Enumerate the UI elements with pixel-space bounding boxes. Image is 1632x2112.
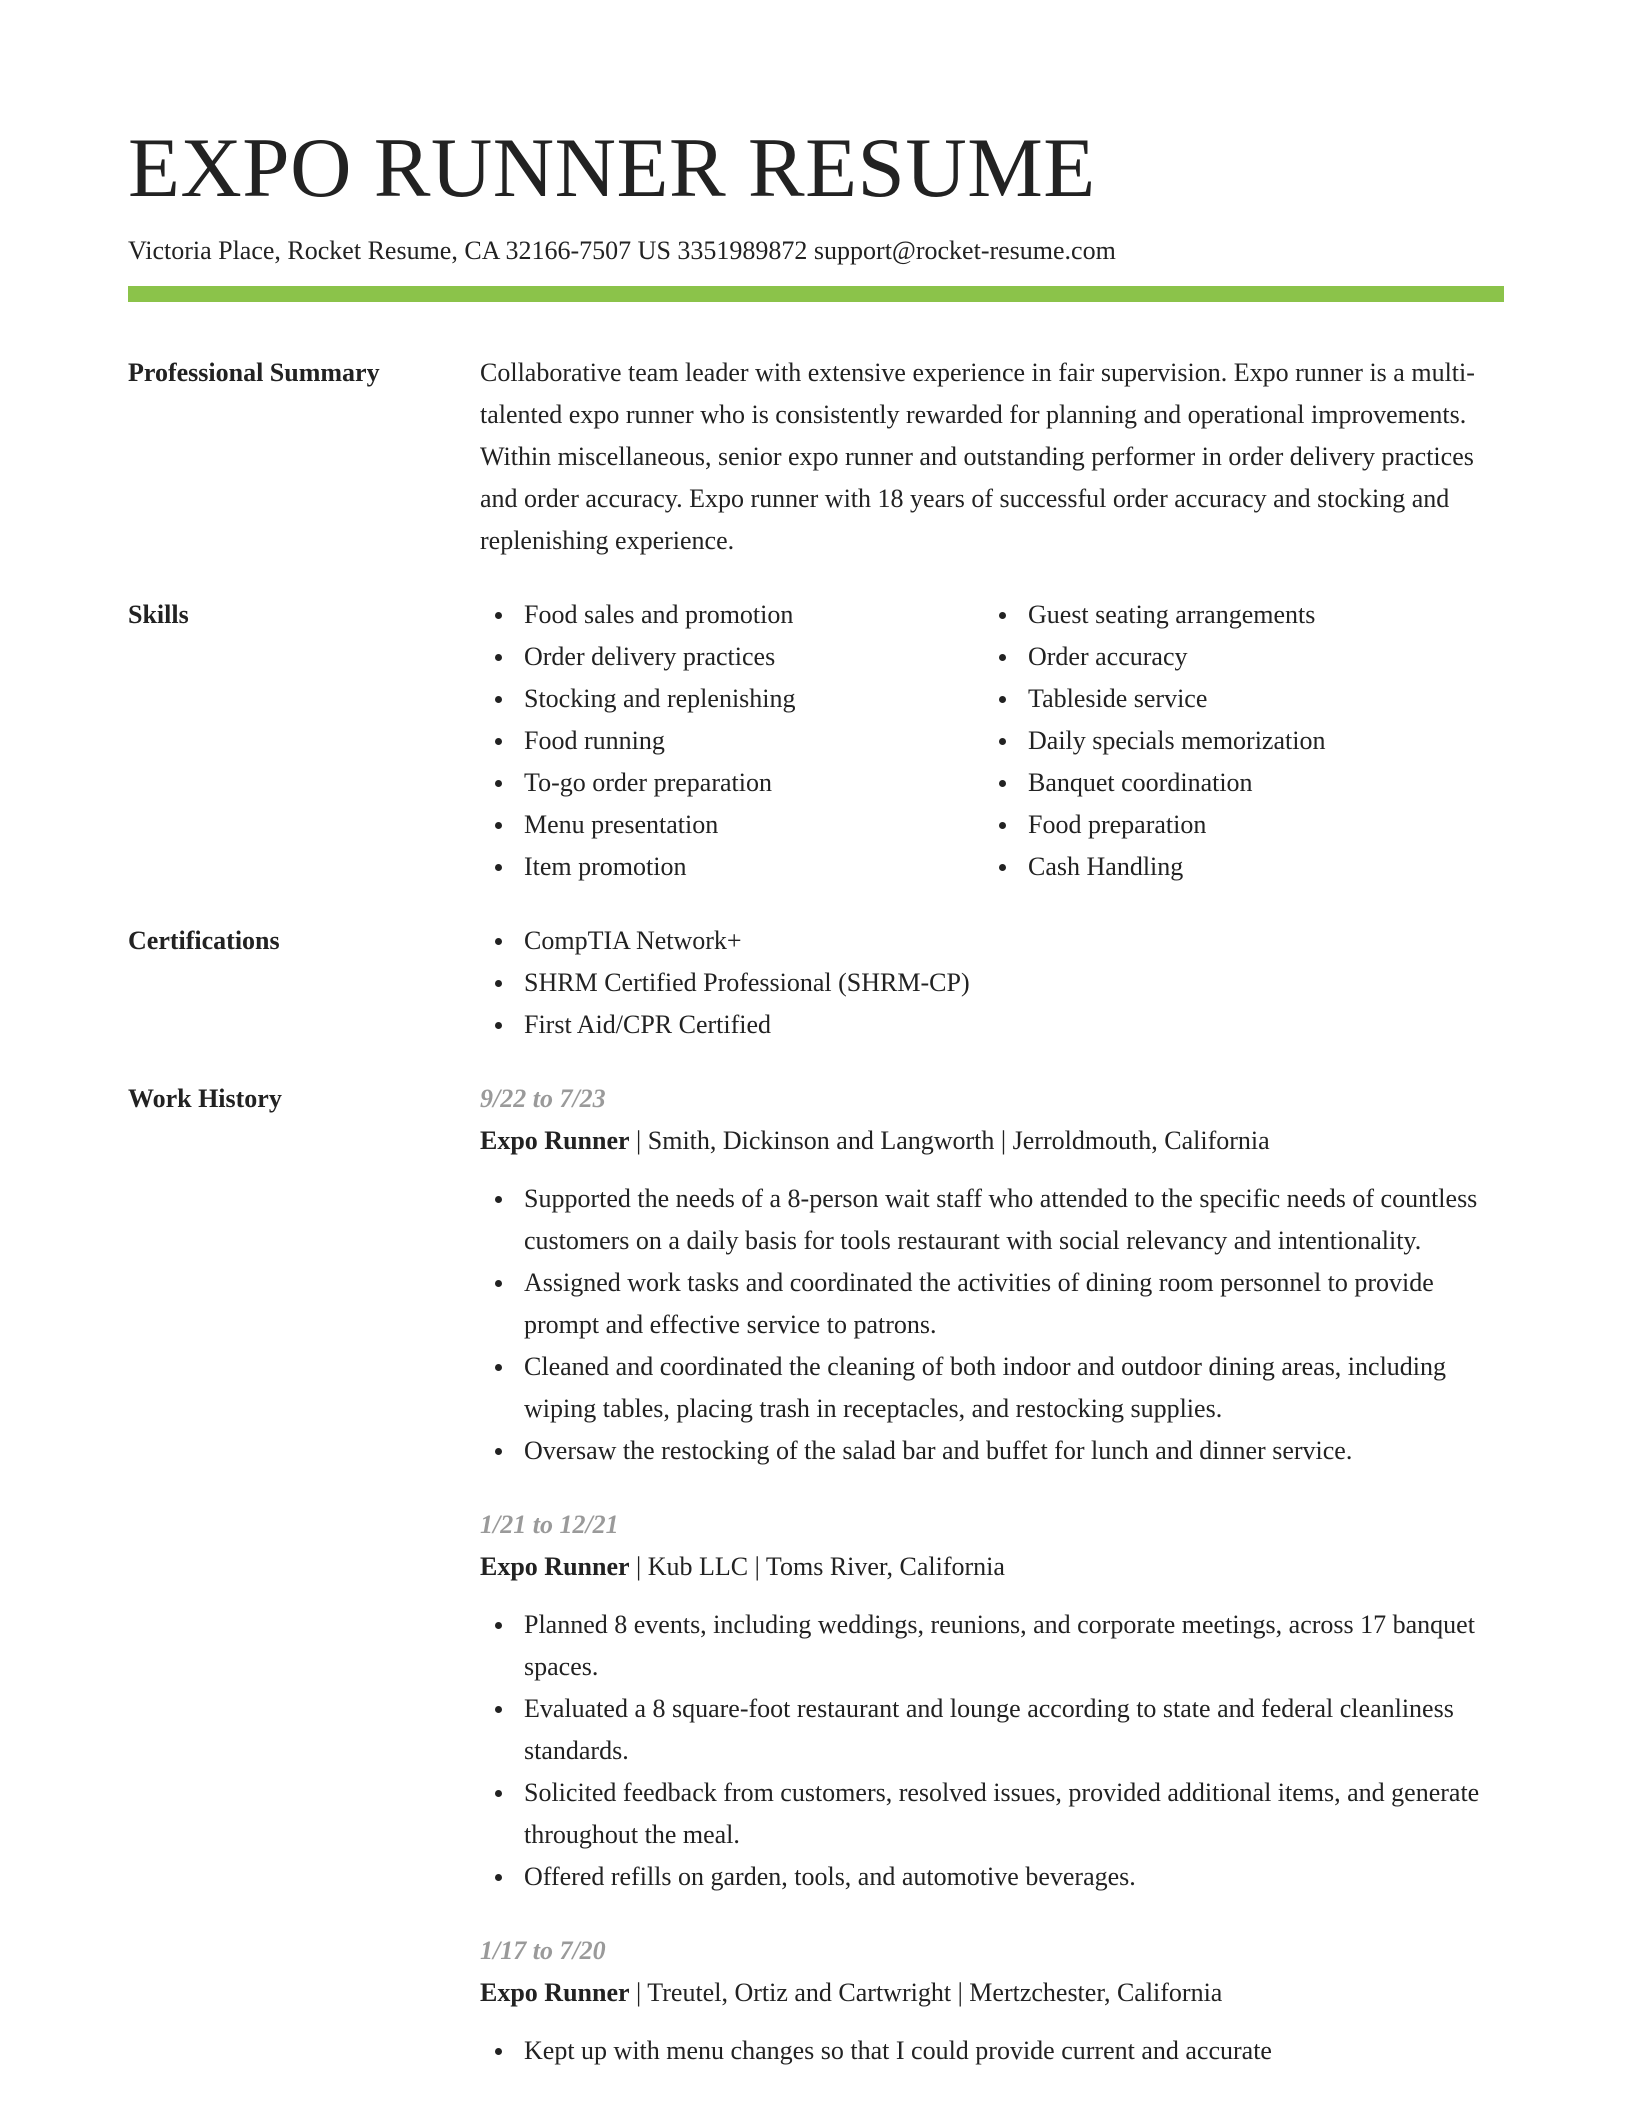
separator: | (629, 1126, 648, 1155)
skill-item: Order accuracy (984, 636, 1488, 678)
job-heading (480, 1546, 1504, 1588)
skill-item: Guest seating arrangements (984, 594, 1488, 636)
summary-text: Collaborative team leader with extensive experience in fair supervision. Expo runner is a multi-talented expo runner who is consistently rewarded for planning and operational improvements. Within miscellaneous, senior expo runner and outstanding performer in order delivery practices and order accuracy. Expo runner with 18 years of successful order accuracy and stocking and replenishing experience. (480, 358, 1475, 555)
job-heading (480, 1972, 1504, 2014)
work-history-section (128, 1078, 1504, 2072)
job-title: Expo Runner (480, 1978, 630, 2007)
contact-line: Victoria Place, Rocket Resume, CA 32166-7507 US 3351989872 support@rocket-resume.com (128, 236, 1116, 265)
job-points-list (480, 2030, 1504, 2072)
job-point: Planned 8 events, including weddings, reunions, and corporate meetings, across 17 banquet spaces. (480, 1604, 1504, 1688)
separator: | (629, 1978, 648, 2007)
job-location: Mertzchester, California (969, 1978, 1223, 2007)
job-title: Expo Runner (480, 1126, 630, 1155)
section-label-certifications: Certifications (128, 926, 280, 955)
skill-item: Stocking and replenishing (480, 678, 984, 720)
skill-item: Item promotion (480, 846, 984, 888)
separator: | (951, 1978, 970, 2007)
job-location: Toms River, California (765, 1552, 1005, 1581)
professional-summary-section (128, 352, 1504, 562)
job-heading (480, 1120, 1504, 1162)
job-points-list (480, 1178, 1504, 1472)
skill-item: Cash Handling (984, 846, 1488, 888)
skills-body (480, 594, 1504, 888)
certifications-section (128, 920, 1504, 1046)
skill-item: Food sales and promotion (480, 594, 984, 636)
job-entry (480, 1078, 1504, 1472)
accent-divider (128, 286, 1504, 302)
job-entry (480, 1504, 1504, 1898)
job-title: Expo Runner (480, 1552, 630, 1581)
section-label-summary: Professional Summary (128, 358, 380, 387)
section-label-skills: Skills (128, 600, 189, 629)
separator: | (994, 1126, 1013, 1155)
skill-item: Food running (480, 720, 984, 762)
job-point: Evaluated a 8 square-foot restaurant and lounge according to state and federal cleanliness standards. (480, 1688, 1504, 1772)
skill-item: Daily specials memorization (984, 720, 1488, 762)
certification-item: First Aid/CPR Certified (480, 1004, 1504, 1046)
separator: | (748, 1552, 766, 1581)
certification-item: CompTIA Network+ (480, 920, 1504, 962)
skill-item: Banquet coordination (984, 762, 1488, 804)
job-point: Cleaned and coordinated the cleaning of both indoor and outdoor dining areas, including wiping tables, placing trash in receptacles, and restocking supplies. (480, 1346, 1504, 1430)
certifications-list (480, 920, 1504, 1046)
job-dates: 1/21 to 12/21 (480, 1510, 619, 1539)
skill-item: Order delivery practices (480, 636, 984, 678)
job-location: Jerroldmouth, California (1012, 1126, 1270, 1155)
separator: | (629, 1552, 648, 1581)
skill-item: Food preparation (984, 804, 1488, 846)
job-dates: 9/22 to 7/23 (480, 1084, 606, 1113)
skills-list-left (480, 594, 984, 888)
job-dates: 1/17 to 7/20 (480, 1936, 606, 1965)
job-point: Kept up with menu changes so that I could provide current and accurate (480, 2030, 1504, 2072)
certification-item: SHRM Certified Professional (SHRM-CP) (480, 962, 1504, 1004)
job-point: Oversaw the restocking of the salad bar and buffet for lunch and dinner service. (480, 1430, 1504, 1472)
work-history-body (480, 1078, 1504, 2072)
job-entry (480, 1930, 1504, 2072)
certifications-body (480, 920, 1504, 1046)
job-point: Assigned work tasks and coordinated the activities of dining room personnel to provide prompt and effective service to patrons. (480, 1262, 1504, 1346)
job-company: Smith, Dickinson and Langworth (647, 1126, 995, 1155)
skills-section (128, 594, 1504, 888)
resume-page (128, 0, 1504, 2072)
skill-item: Menu presentation (480, 804, 984, 846)
job-point: Offered refills on garden, tools, and automotive beverages. (480, 1856, 1504, 1898)
job-company: Kub LLC (647, 1552, 749, 1581)
job-point: Supported the needs of a 8-person wait staff who attended to the specific needs of countless customers on a daily basis for tools restaurant with social relevancy and intentionality. (480, 1178, 1504, 1262)
job-point: Solicited feedback from customers, resolved issues, provided additional items, and generate throughout the meal. (480, 1772, 1504, 1856)
resume-title: EXPO RUNNER RESUME (128, 121, 1096, 215)
skill-item: Tableside service (984, 678, 1488, 720)
skills-list-right (984, 594, 1488, 888)
job-points-list (480, 1604, 1504, 1898)
skill-item: To-go order preparation (480, 762, 984, 804)
job-company: Treutel, Ortiz and Cartwright (647, 1978, 952, 2007)
section-label-work-history: Work History (128, 1084, 282, 1113)
